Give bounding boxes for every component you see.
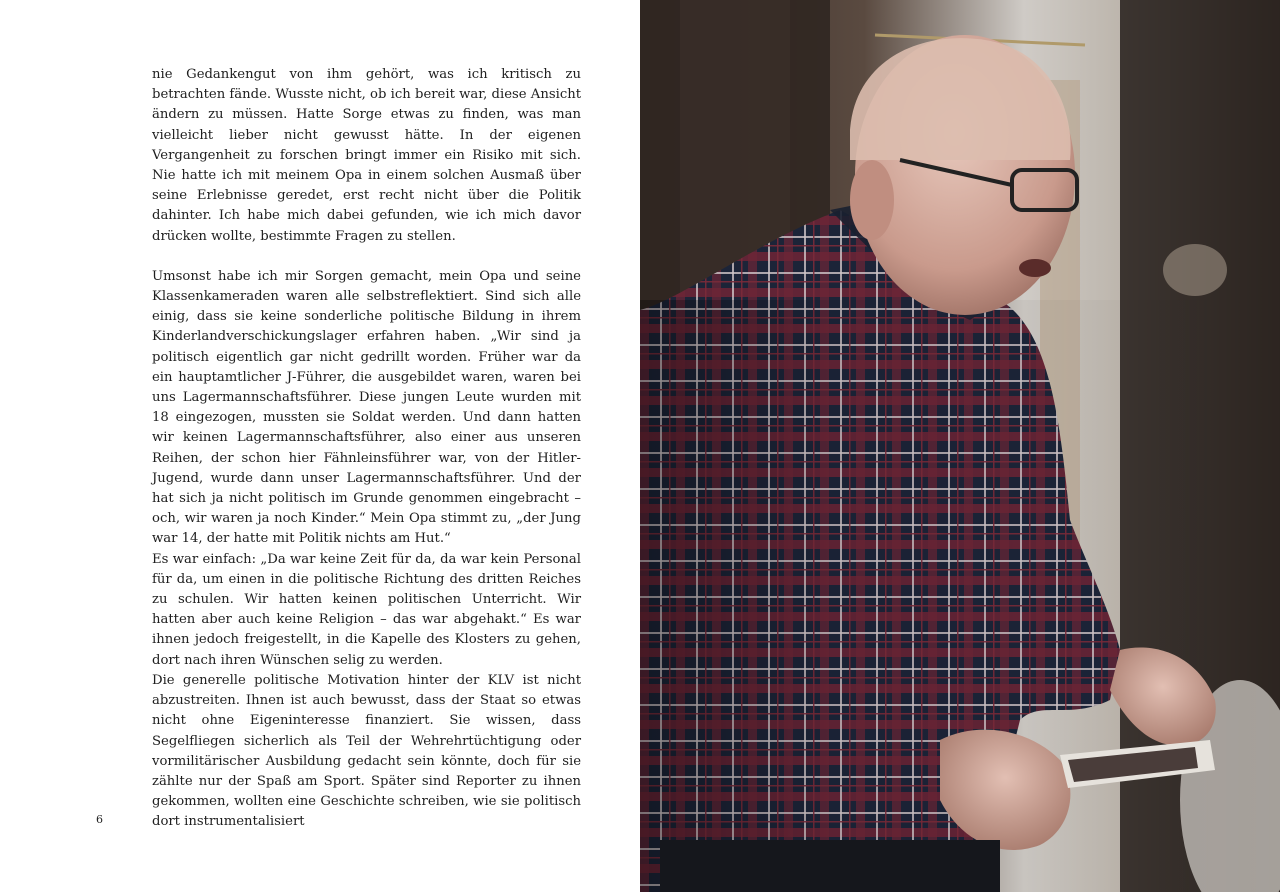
page-number: 6 xyxy=(96,813,103,826)
right-page-photo xyxy=(640,0,1280,892)
portrait-photo xyxy=(640,0,1280,892)
paragraph-1: nie Gedankengut von ihm gehört, was ich kritisch zu betrachten fände. Wusste nicht, ob ich bereit war, diese Ansicht ändern zu müssen. Hatte Sorge etwas zu finden, was man vielleicht lieber nicht gewusst hätte. In der eigenen Vergangenheit zu forschen bringt immer ein Risiko mit sich. Nie hatte ich mit meinem Opa in einem solchen Ausmaß über seine Erlebnisse geredet, erst recht nicht über die Politik dahinter. Ich habe mich dabei gefunden, wie ich mich davor drücken wollte, bestimmte Fragen zu stellen. xyxy=(152,67,581,244)
paragraph-3: Es war einfach: „Da war keine Zeit für da, da war kein Personal für da, um einen in die politische Richtung des dritten Reiches zu schulen. Wir hatten keinen politischen Unterricht. Wir hatten aber auch keine Religion – das war abgehakt.“ Es war ihnen jedoch freigestellt, in die Kapelle des Klosters zu gehen, dort nach ihren Wünschen selig zu werden. xyxy=(152,551,581,668)
body-text xyxy=(152,65,581,833)
paragraph-4: Die generelle politische Motivation hinter der KLV ist nicht abzustreiten. Ihnen ist auch bewusst, dass der Staat so etwas nicht ohne Eigeninteresse finanziert. Sie wissen, dass Segelfliegen sicherlich als Teil der Wehrehrtüchtigung oder vormilitärischer Ausbildung gedacht sein könnte, doch für sie zählte nur der Spaß am Sport. Später sind Reporter zu ihnen gekommen, wollten eine Geschichte schreiben, wie sie politisch dort instrumentalisiert xyxy=(152,672,581,830)
paragraph-2: Umsonst habe ich mir Sorgen gemacht, mein Opa und seine Klassenkameraden waren alle selbstreflektiert. Sind sich alle einig, dass sie keine sonderliche politische Bildung in ihrem Kinderlandverschickungslager erfahren haben. „Wir sind ja politisch eigentlich gar nicht gedrillt worden. Früher war da ein hauptamtlicher J-Führer, die ausgebildet waren, waren bei uns Lagermannschaftsführer. Diese jungen Leute wurden mit 18 eingezogen, mussten sie Soldat werden. Und dann hatten wir keinen Lagermannschaftsführer, also einer aus unseren Reihen, der schon hier Fähnleinsführer war, von der Hitler-Jugend, wurde dann unser Lagermannschaftsführer. Und der hat sich ja nicht politisch im Grunde genommen eingebracht – och, wir waren ja noch Kinder.“ Mein Opa stimmt zu, „der Jung war 14, der hatte mit Politik nichts am Hut.“ xyxy=(152,268,581,547)
